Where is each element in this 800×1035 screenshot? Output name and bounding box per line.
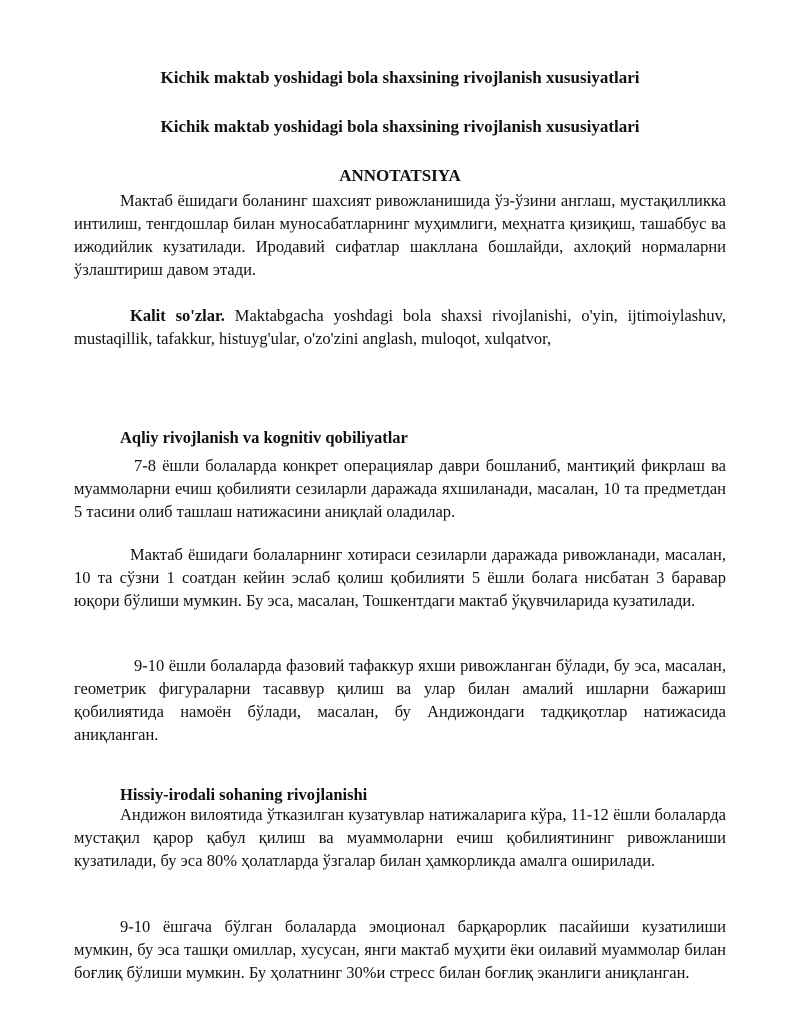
paragraph-logic: 7-8 ёшли болаларда конкрет операциялар даври бошланиб, мантиқий фикрлаш ва муаммоларни ечиш қобилияти сезиларли даражада яхшиланади, масалан, 10 та предметдан 5 тасини олиб ташлаш натижасини аниқлай оладилар. bbox=[74, 456, 726, 521]
section-heading-emotional: Hissiy-irodali sohaning rivojlanishi bbox=[120, 785, 368, 804]
document-subtitle: Kichik maktab yoshidagi bola shaxsining rivojlanish xususiyatlari bbox=[160, 117, 640, 136]
keywords-label: Kalit so'zlar. bbox=[130, 306, 225, 325]
paragraph-memory: Мактаб ёшидаги болаларнинг хотираси сезиларли даражада ривожланади, масалан, 10 та сўзни 1 соатдан кейин эслаб қолиш қобилияти 5 ёшли болага нисбатан 3 баравар юқори бўлиши мумкин. Бу эса, масалан, Тошкентдаги мактаб ўқувчиларида кузатилади. bbox=[74, 545, 726, 610]
paragraph-spatial: 9-10 ёшли болаларда фазовий тафаккур яхши ривожланган бўлади, бу эса, масалан, геометрик фигураларни тасаввур қилиш ва улар билан амалий ишларни бажариш қобилиятида намоён бўлади, масалан, бу Андижондаги тадқиқотлар натижасида аниқланган. bbox=[74, 656, 726, 744]
document-title: Kichik maktab yoshidagi bola shaxsining rivojlanish xususiyatlari bbox=[160, 68, 640, 87]
annotation-heading: ANNOTATSIYA bbox=[339, 166, 461, 185]
section-heading-cognitive: Aqliy rivojlanish va kognitiv qobiliyatlar bbox=[120, 428, 408, 447]
keywords-paragraph bbox=[74, 304, 726, 350]
annotation-paragraph: Мактаб ёшидаги боланинг шахсият ривожланишида ўз-ўзини англаш, мустақилликка интилиш, тенгдошлар билан муносабатларнинг муҳимлиги, меҳнатга қизиқиш, ташаббус ва ижодийлик кузатилади. Иродавий сифатлар шакллана бошлайди, ахлоқий нормаларни ўзлаштириш давом этади. bbox=[74, 191, 726, 279]
paragraph-stability: 9-10 ёшгача бўлган болаларда эмоционал барқарорлик пасайиши кузатилиши мумкин, бу эса ташқи омиллар, хусусан, янги мактаб муҳити ёки оилавий муаммолар билан боғлиқ бўлиши мумкин. Бу ҳолатнинг 30%и стресс билан боғлиқ эканлиги аниқланган. bbox=[74, 917, 726, 982]
paragraph-decision: Андижон вилоятида ўтказилган кузатувлар натижаларига кўра, 11-12 ёшли болаларда мустақил қарор қабул қилиш ва муаммоларни ечиш қобилиятининг ривожланиши кузатилади, бу эса 80% ҳолатларда ўзгалар билан ҳамкорликда амалга оширилади. bbox=[74, 805, 726, 870]
keywords-text: Maktabgacha yoshdagi bola shaxsi rivojlanishi, o'yin, ijtimoiylashuv, mustaqillik, tafakkur, histuyg'ular, o'zo'zini anglash, muloqot, xulqatvor, bbox=[74, 306, 726, 348]
